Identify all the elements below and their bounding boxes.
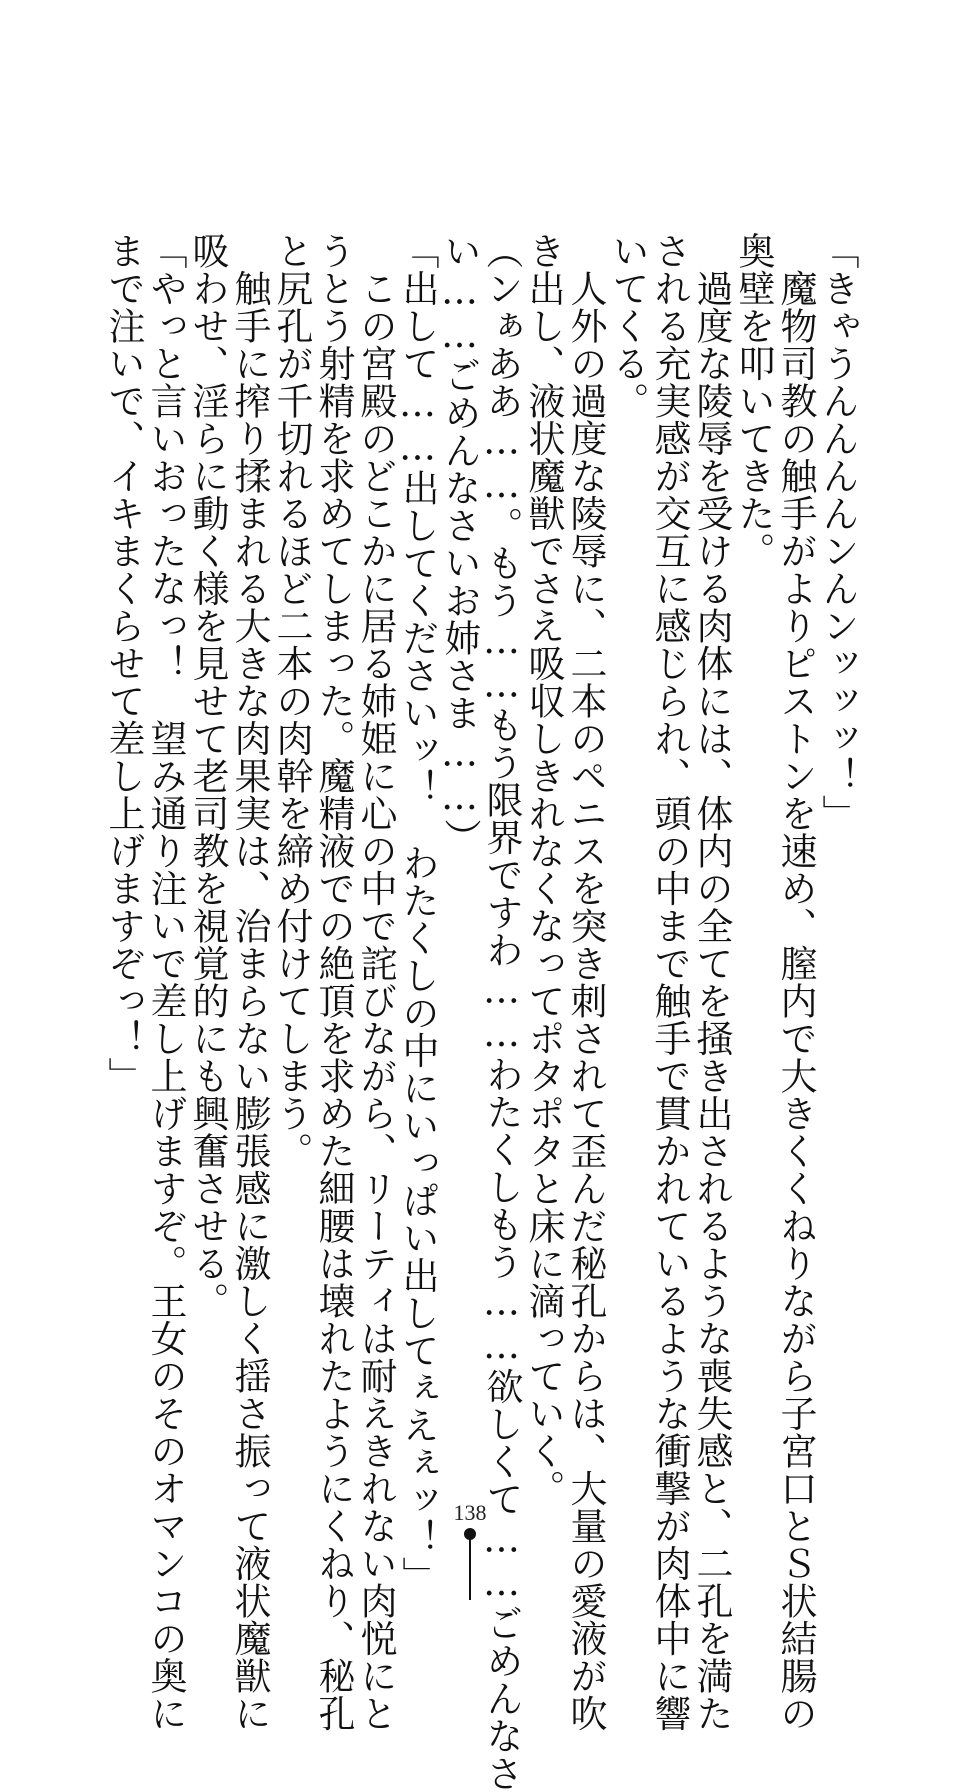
text-line: 「出して……出してくださいッ！ わたくしの中にいっぱい出してぇえぇッ！」: [396, 232, 439, 1594]
text-line: 「やっと言いおったなっ！ 望み通り注いで差し上げますぞ。王女のそのオマンコの奥に: [144, 232, 187, 1732]
page-marker-stem: [469, 1534, 471, 1600]
text-line: される充実感が交互に感じられ、頭の中まで触手で貫かれているような衝撃が肉体中に響: [648, 232, 691, 1732]
text-line: 人外の過度な陵辱に、二本のペニスを突き刺されて歪んだ秘孔からは、大量の愛液が吹: [564, 232, 607, 1732]
text-line: 過度な陵辱を受ける肉体には、体内の全てを掻き出されるような喪失感と、二孔を満た: [690, 232, 733, 1732]
text-line: 触手に搾り揉まれる大きな肉果実は、治まらない膨張感に激しく揺さ振って液状魔獣に: [228, 232, 271, 1732]
text-line: と尻孔が千切れるほど二本の肉幹を締め付けてしまう。: [270, 232, 313, 1170]
text-line: いてくる。: [606, 232, 649, 420]
text-line: 魔物司教の触手がよりピストンを速め、膣内で大きくくねりながら子宮口とＳ状結腸の: [774, 232, 817, 1732]
text-line: 吸わせ、淫らに動く様を見せて老司教を視覚的にも興奮させる。: [186, 232, 229, 1320]
text-line: まで注いで、イキまくらせて差し上げますぞっ！」: [102, 232, 145, 1095]
page-number: 138: [453, 1500, 487, 1525]
text-line: （ンぁああ……。もう……もう限界ですわ……わたくしもう……欲しくて……ごめんなさ: [480, 232, 523, 1792]
text-line: き出し、液状魔獣でさえ吸収しきれなくなってポタポタと床に滴っていく。: [522, 232, 565, 1507]
text-line: い……ごめんなさいお姉さま……）: [438, 232, 481, 856]
text-line: うとう射精を求めてしまった。魔精液での絶頂を求めた細腰は壊れたようにくねり、秘孔: [312, 232, 355, 1732]
text-line: 奥壁を叩いてきた。: [732, 232, 775, 570]
text-line: この宮殿のどこかに居る姉姫に心の中で詫びながら、リーティは耐えきれない肉悦にと: [354, 232, 397, 1732]
page-marker-icon: [464, 1528, 476, 1600]
text-line: 「きゃうんんんんンんンッッッ！」: [816, 232, 859, 832]
